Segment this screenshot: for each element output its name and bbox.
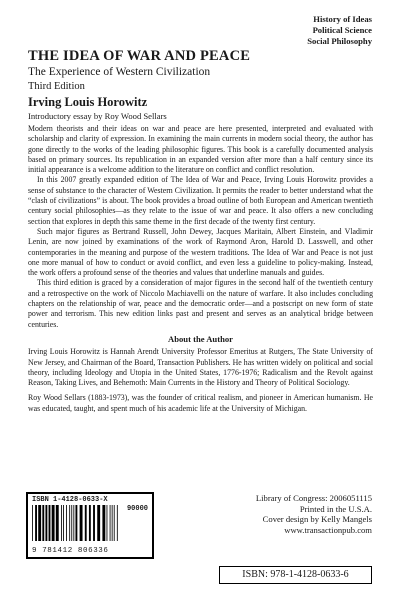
barcode-bar (45, 505, 47, 541)
barcode-bar (75, 505, 77, 541)
description-paragraph: In this 2007 greatly expanded edition of The Idea of War and Peace, Irving Louis Horowitz provides a sense of substance to the character of Western Civilization. It permits the reader to better understand what the “clash of civilizations” is about. The book provides a broad outline of both European and American twentieth century social philosophies—as they relate to the issue of war and peace. It also offers a new concluding section that explores in depth this same theme in the first decade of the twenty first century. (28, 175, 373, 226)
subject-history-of-ideas: History of Ideas (313, 14, 372, 24)
introductory-essay-credit: Introductory essay by Roy Wood Sellars (28, 111, 167, 121)
barcode-bar (93, 505, 95, 541)
barcode-bar (112, 505, 113, 541)
barcode-bar (35, 505, 37, 541)
barcode-bar (85, 505, 87, 541)
barcode-block (26, 492, 154, 559)
barcode-bar (73, 505, 74, 541)
barcode-bar (107, 505, 108, 541)
barcode-bar (97, 505, 100, 541)
book-subtitle: The Experience of Western Civilization (28, 66, 211, 78)
barcode-bar (66, 505, 67, 541)
subject-political-science: Political Science (312, 25, 372, 35)
barcode-bar (102, 505, 105, 541)
description-paragraph: This third edition is graced by a consideration of major figures in the second half of the twentieth century and a retrospective on the work of Niccolo Machiavelli on the nature of warfare. It also includes concluding chapters on the relationship of war, peace and the democratic order—and a postscript on new form of state power and terrorism. This new edition links past and present and serves as an analytical bridge between centuries. (28, 278, 373, 329)
barcode-bar (52, 505, 55, 541)
description-body (28, 124, 373, 419)
barcode-bar (63, 505, 64, 541)
description-paragraph: Modern theorists and their ideas on war and peace are here presented, interpreted and evaluated with scholarship and clarity of expression. In examining the main currents in modern social theory, the author has gone directly to the works of the leading philosophic figures. This book is a carefully documented analysis based on primary sources. Its republication in an expanded version after more than a half century since its initial appearance is a welcome addition to the literature on conflict and conflict resolution. (28, 124, 373, 175)
barcode-isbn-text: ISBN 1-4128-0633-X (32, 496, 108, 504)
barcode-bar (56, 505, 59, 541)
isbn-box: ISBN: 978-1-4128-0633-6 (219, 566, 372, 584)
about-author-section (28, 334, 373, 414)
cover-design-credit: Cover design by Kelly Mangels (262, 514, 372, 524)
barcode-bar (89, 505, 91, 541)
barcode-bar (117, 505, 118, 541)
library-of-congress: Library of Congress: 2006051115 (255, 493, 372, 503)
barcode-bar (38, 505, 41, 541)
subject-categories (307, 14, 372, 47)
about-paragraph: Roy Wood Sellars (1883-1973), was the founder of critical realism, and pioneer in American humanism. He was educated, taught, and spent much of his academic life at the University of Michigan. (28, 393, 373, 413)
publication-info (256, 493, 372, 535)
barcode-bars (32, 505, 120, 541)
barcode-bar (49, 505, 51, 541)
subject-social-philosophy: Social Philosophy (307, 36, 372, 46)
barcode-bar (61, 505, 62, 541)
barcode-bar (32, 505, 33, 541)
edition-label: Third Edition (28, 81, 85, 92)
barcode-bar (42, 505, 44, 541)
book-title: THE IDEA OF WAR AND PEACE (28, 48, 251, 64)
barcode-bar (80, 505, 83, 541)
barcode-bar (69, 505, 70, 541)
about-paragraph: Irving Louis Horowitz is Hannah Arendt University Professor Emeritus at Rutgers, The State University of New Jersey, and Chairman of the Board, Transaction Publishers. He has written widely on political and social theory, including Ideology and Utopia in the United States, 1776-1976; Radicalism and the Revolt against Reason, Taking Lives, and Behemoth: Main Currents in the History and Theory of Political Sociology. (28, 347, 373, 388)
about-author-heading: About the Author (168, 333, 233, 344)
barcode-price-code: 90000 (126, 505, 148, 513)
author-name: Irving Louis Horowitz (28, 95, 148, 109)
barcode-digits: 9 781412 806336 (32, 547, 109, 555)
barcode-bar (114, 505, 115, 541)
barcode-bar (110, 505, 111, 541)
printed-in: Printed in the U.S.A. (299, 503, 372, 514)
publisher-website: www.transactionpub.com (284, 524, 372, 535)
barcode-bar (71, 505, 72, 541)
description-paragraph: Such major figures as Bertrand Russell, John Dewey, Jacques Maritain, Albert Einstein, and Vladimir Lenin, are now joined by examinations of the work of Raymond Aron, Harold D. Lasswell, and other contemporaries in the meaning and purpose of the western traditions. The Idea of War and Peace is not just one more manual of how to conduct or avoid conflict, and even less a guideline to policy-making. Instead, the work offers a profound sense of the theories and values that underline manuals and guides. (28, 226, 373, 278)
